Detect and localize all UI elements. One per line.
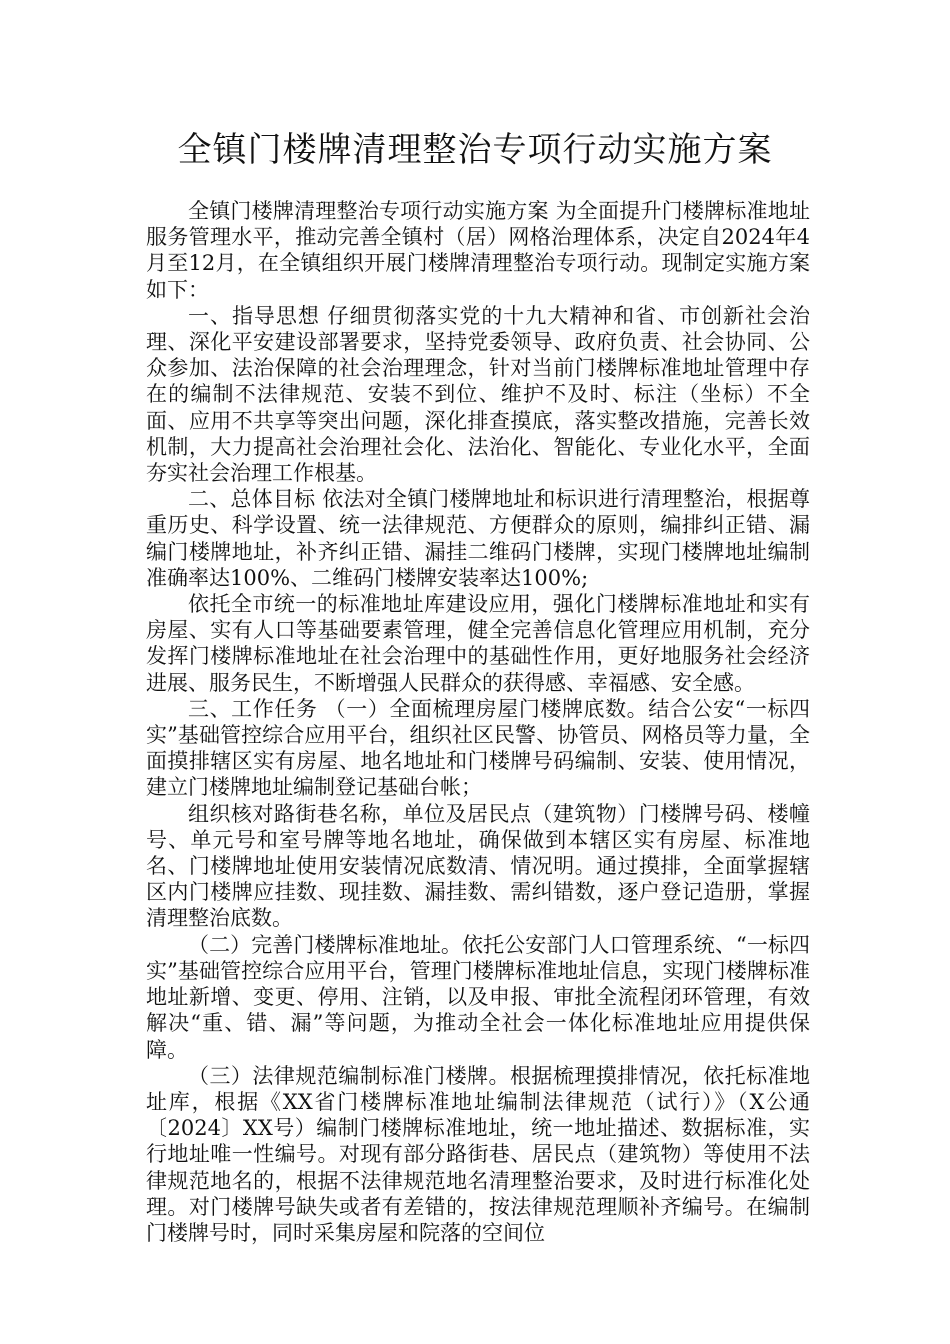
work-task-3-paragraph: （三）法律规范编制标准门楼牌。根据梳理摸排情况，依托标准地址库，根据《XX省门楼牌标准地址编制法律规范（试行）》（X公通〔2024〕XX号）编制门楼牌标准地址，统一地址描述、数据标准，实行地址唯一性编号。对现有部分路街巷、居民点（建筑物）等使用不法律规范地名的，根据不法律规范地名清理整治要求，及时进行标准化处理。对门楼牌号缺失或者有差错的，按法律规范理顺补齐编号。在编制门楼牌号时，同时采集房屋和院落的空间位 [146,1063,810,1245]
guiding-ideology-paragraph: 一、指导思想 仔细贯彻落实党的十九大精神和省、市创新社会治理、深化平安建设部署要求，坚持党委领导、政府负责、社会协同、公众参加、法治保障的社会治理理念，针对当前门楼牌标准地址管理中存在的编制不法律规范、安装不到位、维护不及时、标注（坐标）不全面、应用不共享等突出问题，深化排查摸底，落实整改措施，完善长效机制，大力提高社会治理社会化、法治化、智能化、专业化水平，全面夯实社会治理工作根基。 [146,303,810,486]
intro-paragraph: 全镇门楼牌清理整治专项行动实施方案 为全面提升门楼牌标准地址服务管理水平，推动完善全镇村（居）网格治理体系，决定自2024年4月至12月，在全镇组织开展门楼牌清理整治专项行动。现制定实施方案如下： [146,199,810,302]
overall-goal-paragraph: 二、总体目标 依法对全镇门楼牌地址和标识进行清理整治，根据尊重历史、科学设置、统一法律规范、方便群众的原则，编排纠正错、漏编门楼牌地址，补齐纠正错、漏挂二维码门楼牌，实现门楼牌地址编制准确率达100%、二维码门楼牌安装率达100%; [146,487,810,590]
document-body [146,198,810,1246]
work-task-2-paragraph: （二）完善门楼牌标准地址。依托公安部门人口管理系统、“一标四实”基础管控综合应用平台，管理门楼牌标准地址信息，实现门楼牌标准地址新增、变更、停用、注销，以及申报、审批全流程闭环管理，有效解决“重、错、漏”等问题，为推动全社会一体化标准地址应用提供保障。 [146,932,810,1062]
overall-goal-continued-paragraph: 依托全市统一的标准地址库建设应用，强化门楼牌标准地址和实有房屋、实有人口等基础要素管理，健全完善信息化管理应用机制，充分发挥门楼牌标准地址在社会治理中的基础性作用，更好地服务社会经济进展、服务民生，不断增强人民群众的获得感、幸福感、安全感。 [146,592,810,695]
work-task-1-paragraph: 三、工作任务 （一）全面梳理房屋门楼牌底数。结合公安“一标四实”基础管控综合应用平台，组织社区民警、协管员、网格员等力量，全面摸排辖区实有房屋、地名地址和门楼牌号码编制、安装、使用情况，建立门楼牌地址编制登记基础台帐； [146,696,810,800]
work-task-1-continued-paragraph: 组织核对路街巷名称，单位及居民点（建筑物）门楼牌号码、楼幢号、单元号和室号牌等地名地址，确保做到本辖区实有房屋、标准地名、门楼牌地址使用安装情况底数清、情况明。通过摸排，全面掌握辖区内门楼牌应挂数、现挂数、漏挂数、需纠错数，逐户登记造册，掌握清理整治底数。 [146,801,810,931]
document-title: 全镇门楼牌清理整治专项行动实施方案 [177,130,773,170]
